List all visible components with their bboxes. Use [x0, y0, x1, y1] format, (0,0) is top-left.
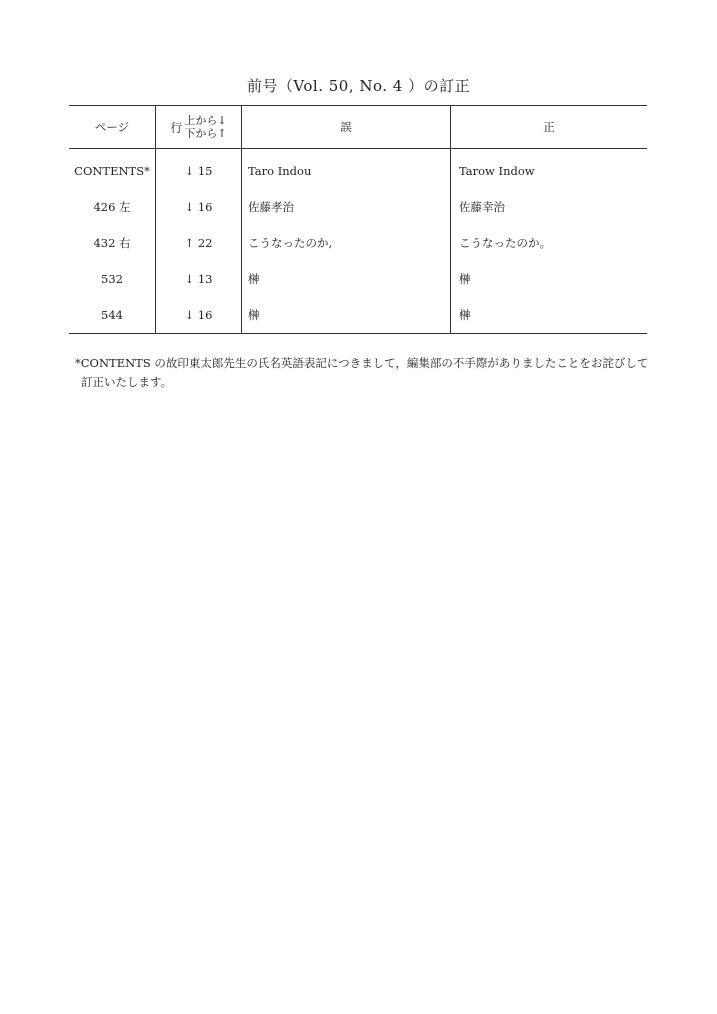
cell-wrong: 榊 — [242, 261, 451, 297]
cell-correct: 榊 — [451, 297, 648, 334]
cell-wrong: 榊 — [242, 297, 451, 334]
header-line-top: 上から↓ — [184, 114, 227, 127]
footnote: *CONTENTS の故印東太郎先生の氏名英語表記につきまして，編集部の不手際がありましたことをお詫びして訂正いたします。 — [75, 356, 649, 389]
cell-wrong: こうなったのか, — [242, 225, 451, 261]
cell-page: CONTENTS* — [69, 149, 156, 190]
table-row — [69, 261, 647, 297]
header-wrong: 誤 — [242, 106, 451, 149]
cell-correct: Tarow Indow — [459, 164, 535, 178]
cell-correct: 佐藤幸治 — [459, 200, 505, 214]
cell-wrong: 佐藤孝治 — [242, 189, 451, 225]
cell-page: 544 — [69, 297, 156, 334]
header-line-bottom: 下から↑ — [184, 127, 227, 140]
errata-table — [69, 105, 647, 334]
table-row — [69, 297, 647, 334]
cell-page: 426 左 — [69, 189, 156, 225]
header-line-prefix: 行 — [170, 120, 183, 135]
cell-wrong: Taro Indou — [242, 149, 451, 190]
table-row — [69, 225, 647, 261]
header-line — [156, 106, 242, 149]
header-page: ページ — [69, 106, 156, 149]
cell-line: ↓ 16 — [156, 297, 242, 334]
cell-correct: こうなったのか。 — [459, 236, 551, 250]
table-row — [69, 189, 647, 225]
table-row — [69, 149, 647, 190]
cell-page: 532 — [69, 261, 156, 297]
table-header-row — [69, 106, 647, 149]
header-correct: 正 — [451, 106, 648, 149]
cell-page: 432 右 — [69, 225, 156, 261]
page-title: 前号（Vol. 50, No. 4 ）の訂正 — [246, 77, 471, 95]
cell-line: ↓ 13 — [156, 261, 242, 297]
cell-line: ↓ 16 — [156, 189, 242, 225]
cell-correct: 榊 — [459, 272, 471, 286]
cell-line: ↑ 22 — [156, 225, 242, 261]
cell-line: ↓ 15 — [156, 149, 242, 190]
